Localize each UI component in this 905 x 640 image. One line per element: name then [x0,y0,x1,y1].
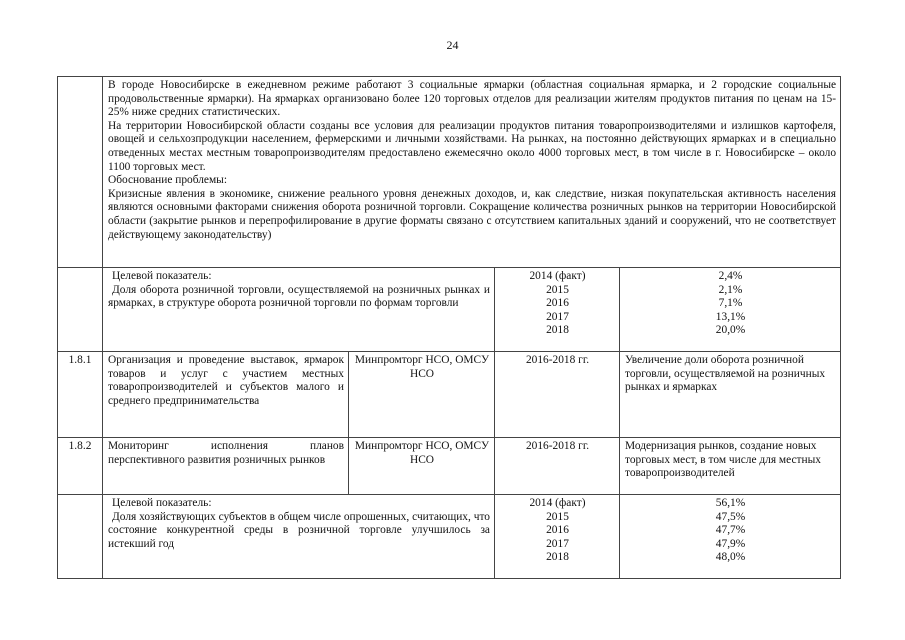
year-label: 2017 [546,537,569,550]
page-number: 24 [446,38,459,52]
indicator-label: Целевой показатель: [112,270,212,282]
indicator-values-cell [620,495,841,579]
measure-number: 1.8.1 [58,352,103,438]
value-label: 56,1% [715,497,746,509]
value-label: 47,5% [715,510,746,523]
measure-period: 2016-2018 гг. [495,352,620,438]
measures-table [57,76,841,579]
indicator-text-cell [103,495,495,579]
measure-result: Увеличение доли оборота розничной торговли, осуществляемой на розничных рынках и ярмарках [620,352,841,438]
year-label: 2018 [546,324,569,337]
indicator-text: Доля хозяйствующих субъектов в общем числе опрошенных, считающих, что состояние конкурентной среды в розничной торговле улучшилось за истекший год [108,510,490,550]
intro-paragraph: На территории Новосибирской области созданы все условия для реализации продуктов питания товаропроизводителями и излишков картофеля, овощей и сельхозпродукции населением, фермерскими и личными хозяйствами. На рынках, на постоянно действующих ярмарках и в специально отведенных местах местным товаропроизводителям предоставлено ежемесячно около 4000 торговых мест, в том числе в г. Новосибирске – около 1100 торговых мест. [108,119,837,173]
year-label: 2018 [546,551,569,564]
intro-paragraph: В городе Новосибирске в ежедневном режиме работают 3 социальные ярмарки (областная социальная ярмарка, и 2 городские социальные продовольственные ярмарки). На ярмарках организовано более 120 торговых отделов для реализации жителям продуктов питания по ценам на 15-25% ниже средних статистических. [108,79,837,119]
value-label: 20,0% [715,324,746,337]
value-label: 2,4% [718,270,743,282]
value-label: 47,7% [715,524,746,537]
value-label: 48,0% [715,551,746,564]
indicator-text-cell [103,268,495,352]
value-label: 13,1% [715,310,746,323]
indicator-years-cell [495,495,620,579]
indicator-row [58,495,841,579]
indicator-values-cell [620,268,841,352]
measure-executor: Минпромторг НСО, ОМСУ НСО [349,352,495,438]
measure-period: 2016-2018 гг. [495,438,620,495]
indicator-text: Доля оборота розничной торговли, осуществляемой на розничных рынках и ярмарках, в структуре оборота розничной торговли по формам торговли [108,283,490,310]
indicator-row [58,268,841,352]
year-label: 2017 [546,310,569,323]
measure-activity: Мониторинг исполнения планов перспективного развития розничных рынков [103,438,349,495]
measure-activity: Организация и проведение выставок, ярмарок товаров и услуг с участием местных товаропроизводителей и субъектов малого и среднего предпринимательства [103,352,349,438]
intro-num-cell [58,77,103,268]
measure-result: Модернизация рынков, создание новых торговых мест, в том числе для местных товаропроизводителей [620,438,841,495]
year-label: 2016 [546,524,569,537]
year-label: 2015 [546,283,569,296]
intro-row [58,77,841,268]
measure-row [58,438,841,495]
value-label: 47,9% [715,537,746,550]
measure-number: 1.8.2 [58,438,103,495]
year-label: 2016 [546,297,569,310]
year-label: 2014 (факт) [529,270,586,282]
indicator-num-cell [58,495,103,579]
year-label: 2014 (факт) [529,497,586,509]
measure-executor: Минпромторг НСО, ОМСУ НСО [349,438,495,495]
value-label: 7,1% [718,297,743,310]
value-label: 2,1% [718,283,743,296]
indicator-num-cell [58,268,103,352]
indicator-years-cell [495,268,620,352]
intro-cell [103,77,841,268]
indicator-label: Целевой показатель: [112,497,212,509]
measure-row [58,352,841,438]
intro-heading: Обоснование проблемы: [108,174,227,187]
year-label: 2015 [546,510,569,523]
intro-paragraph: Кризисные явления в экономике, снижение реального уровня денежных доходов, и, как следствие, низкая покупательская активность населения являются основными факторами снижения оборота розничной торговли. Сокращение количества розничных рынков на территории Новосибирской области (закрытие рынков и перепрофилирование в другие форматы связано с отсутствием капитальных зданий и сооружений, что не соответствует действующему законодательству) [108,187,837,241]
